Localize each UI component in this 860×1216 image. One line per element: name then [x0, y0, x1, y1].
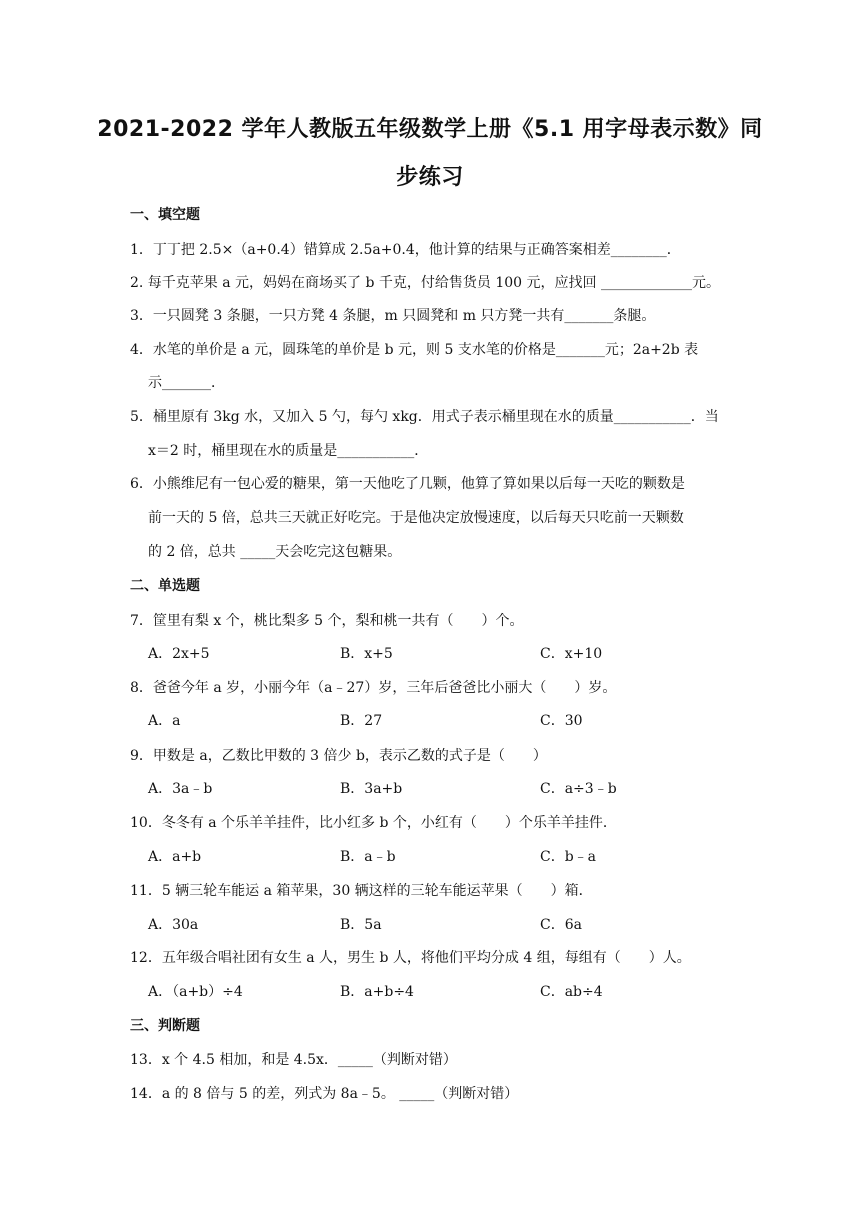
- q12-option-c: C．ab÷4: [540, 984, 603, 1000]
- question-13: 13．x 个 4.5 相加，和是 4.5x．_____（判断对错）: [130, 1052, 457, 1068]
- q8-option-c: C．30: [540, 713, 583, 729]
- q10-option-a: A．a+b: [148, 849, 202, 865]
- question-7: 7．筐里有梨 x 个，桃比梨多 5 个，梨和桃一共有（ ）个。: [130, 613, 524, 629]
- section-heading-choice: 二、单选题: [130, 578, 200, 594]
- q7-option-b: B．x+5: [340, 646, 393, 662]
- q11-option-c: C．6a: [540, 917, 582, 933]
- question-5-line-2: x＝2 时，桶里现在水的质量是___________．: [148, 443, 429, 459]
- q9-option-b: B．3a+b: [340, 781, 403, 797]
- q7-option-a: A．2x+5: [148, 646, 210, 662]
- q7-option-c: C．x+10: [540, 646, 603, 662]
- question-8: 8．爸爸今年 a 岁，小丽今年（a﹣27）岁，三年后爸爸比小丽大（ ）岁。: [130, 680, 617, 696]
- question-5-line-1: 5．桶里原有 3kg 水，又加入 5 勺，每勺 xkg．用式子表示桶里现在水的质量___________．当: [130, 409, 719, 425]
- question-12: 12．五年级合唱社团有女生 a 人，男生 b 人，将他们平均分成 4 组，每组有（ ）人。: [130, 950, 691, 966]
- question-6-line-2: 前一天的 5 倍，总共三天就正好吃完。于是他决定放慢速度，以后每天只吃前一天颗数: [148, 510, 684, 526]
- question-10: 10．冬冬有 a 个乐羊羊挂件，比小红多 b 个，小红有（ ）个乐羊羊挂件．: [130, 815, 617, 831]
- q10-option-b: B．a﹣b: [340, 849, 396, 865]
- q11-option-b: B．5a: [340, 917, 382, 933]
- question-6-line-1: 6．小熊维尼有一包心爱的糖果，第一天他吃了几颗，他算了算如果以后每一天吃的颗数是: [130, 476, 685, 492]
- q11-option-a: A．30a: [148, 917, 199, 933]
- q12-option-a: A．（a+b）÷4: [148, 984, 243, 1000]
- question-4-line-2: 示_______．: [148, 375, 225, 391]
- q10-option-c: C．b﹣a: [540, 849, 597, 865]
- question-11: 11．5 辆三轮车能运 a 箱苹果，30 辆这样的三轮车能运苹果（ ）箱．: [130, 883, 593, 899]
- question-1: 1．丁丁把 2.5×（a+0.4）错算成 2.5a+0.4，他计算的结果与正确答案相差________．: [130, 242, 681, 258]
- q9-option-a: A．3a﹣b: [148, 781, 213, 797]
- question-2: 2. 每千克苹果 a 元，妈妈在商场买了 b 千克，付给售货员 100 元，应找回 _____________元。: [130, 275, 720, 291]
- q9-option-c: C．a÷3﹣b: [540, 781, 617, 797]
- page-title-line-2: 步练习: [396, 165, 464, 190]
- question-3: 3．一只圆凳 3 条腿，一只方凳 4 条腿，m 只圆凳和 m 只方凳一共有_______条腿。: [130, 308, 656, 324]
- q8-option-b: B．27: [340, 713, 383, 729]
- section-heading-judge: 三、判断题: [130, 1018, 200, 1034]
- question-9: 9．甲数是 a，乙数比甲数的 3 倍少 b，表示乙数的式子是（ ）: [130, 748, 547, 764]
- q12-option-b: B．a+b÷4: [340, 984, 414, 1000]
- page-title-line-1: 2021-2022 学年人教版五年级数学上册《5.1 用字母表示数》同: [97, 117, 763, 142]
- question-6-line-3: 的 2 倍，总共 _____天会吃完这包糖果。: [148, 544, 402, 560]
- question-14: 14．a 的 8 倍与 5 的差，列式为 8a﹣5。 _____（判断对错）: [130, 1086, 519, 1102]
- q8-option-a: A．a: [148, 713, 181, 729]
- question-4-line-1: 4．水笔的单价是 a 元，圆珠笔的单价是 b 元，则 5 支水笔的价格是_______元；2a+2b 表: [130, 342, 699, 358]
- section-heading-fill: 一、填空题: [130, 207, 200, 223]
